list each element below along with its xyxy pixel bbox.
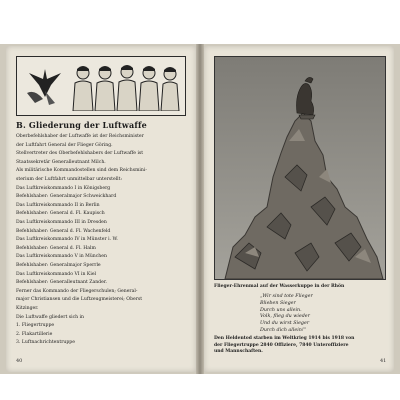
left-body-line: Das Luftkreiskommando V in München (16, 254, 107, 260)
poem-line: Durch uns allein. (260, 307, 302, 313)
left-body-line: 1. Fliegertruppe (16, 323, 55, 329)
footer-line: Den Heldentod starben im Weltkrieg 1914 bis 1918 von (214, 336, 355, 341)
poem-line: Blieben Sieger (260, 300, 296, 306)
left-body-line: Das Luftkreiskommando IV in Münster i. W. (16, 237, 118, 243)
left-body-line: Befehlshaber: Generalmajor Sperrle (16, 263, 101, 268)
photo-caption: Flieger-Ehrenmal auf der Wasserkuppe in der Rhön (214, 284, 345, 289)
flier-memorial-image (215, 57, 385, 279)
left-body-line: der Luftfahrt General der Flieger Göring. (16, 142, 113, 148)
left-body-line: Das Luftkreiskommando II in Berlin (16, 202, 100, 208)
left-body-line: Die Luftwaffe gliedert sich in (16, 314, 85, 320)
left-body-line: Befehlshaber: General d. Fl. Kaupisch (16, 211, 105, 217)
left-body-line: Das Luftkreiskommando VI in Kiel (16, 271, 97, 277)
left-body-line: Ferner das Kommando der Fliegerschulen; General- (16, 288, 138, 294)
left-body-line: Befehlshaber: Generalmajor Schweickhard (16, 194, 117, 200)
left-body-line: Kitzinger. (16, 306, 39, 311)
eagle-emblem-icon (25, 63, 65, 107)
book-gutter (196, 44, 204, 374)
page-number-left: 40 (16, 358, 23, 364)
left-body-line: 3. Luftnachrichtentruppe (16, 340, 75, 346)
poem-line: Durch dich allein!“ (260, 328, 307, 333)
left-body-line: Befehlshaber: Generalleutnant Zander. (16, 280, 107, 286)
left-body-line: major Christiansen und die Luftzeugmeisterei; Oberst (16, 297, 143, 303)
right-page (204, 46, 394, 372)
left-body-line: sterium der Luftfahrt unmittelbar unterstellt: (16, 177, 123, 182)
left-body-line: Befehlshaber: General d. Fl. Wachenfeld (16, 228, 111, 234)
soldiers-illustration (69, 61, 181, 111)
bottom-background (0, 374, 400, 400)
left-body-line: Als militärische Kommandostellen sind dem Reichsmini- (16, 168, 147, 174)
memorial-photo (214, 56, 386, 280)
left-body-line: 2. Flakartillerie (16, 331, 53, 337)
poem-line: Und du wirst Sieger (260, 321, 310, 327)
poem-line: Volk, flieg du wieder (260, 314, 310, 320)
left-body-line: Stellvertreter des Oberbefehlshabers der Luftwaffe ist (16, 151, 144, 157)
header-illustration (16, 56, 186, 116)
left-body-line: Befehlshaber: General d. Fl. Halm (16, 245, 96, 251)
left-body-line: Das Luftkreiskommando III in Dresden (16, 220, 107, 225)
left-body-line: Oberbefehlshaber der Luftwaffe ist der Reichsminister (16, 134, 144, 139)
section-title: B. Gliederung der Luftwaffe (16, 120, 147, 130)
left-body-line: Das Luftkreiskommando I in Königsberg (16, 185, 111, 191)
page-number-right: 41 (380, 358, 387, 364)
poem-line: „Wir sind tote Flieger (260, 294, 313, 299)
footer-line: und Mannschaften. (214, 349, 263, 355)
left-page (6, 46, 196, 372)
footer-line: der Fliegertruppe 2840 Offiziere, 7840 Unteroffiziere (214, 342, 349, 348)
left-body-line: Staatssekretär Generalleutnant Milch. (16, 159, 106, 165)
